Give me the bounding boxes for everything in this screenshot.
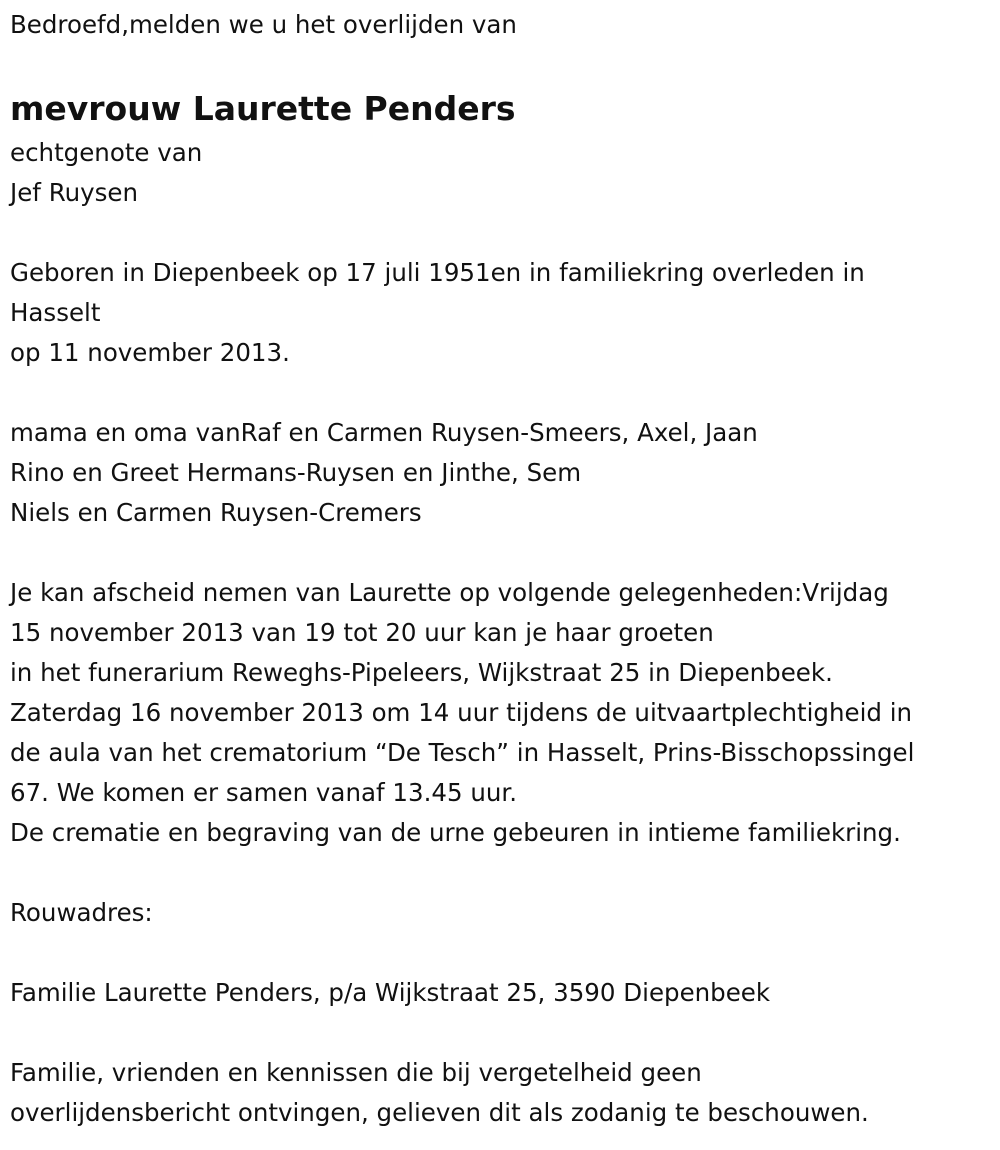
spouse-label: echtgenote van — [10, 138, 203, 167]
closing-line: Familie, vrienden en kennissen die bij vergetelheid geen — [10, 1058, 702, 1087]
spacer — [10, 45, 995, 85]
family-line: Niels en Carmen Ruysen-Cremers — [10, 498, 422, 527]
spouse-name: Jef Ruysen — [10, 178, 139, 207]
family-line: Rino en Greet Hermans-Ruysen en Jinthe, Sem — [10, 458, 582, 487]
mourning-address: Familie Laurette Penders, p/a Wijkstraat 25, 3590 Diepenbeek — [10, 978, 771, 1007]
spacer — [10, 373, 995, 413]
intro-text: Bedroefd,melden we u het overlijden van — [10, 10, 517, 39]
spacer — [10, 933, 995, 973]
farewell-line: 15 november 2013 van 19 tot 20 uur kan je haar groeten — [10, 618, 714, 647]
farewell-line: de aula van het crematorium “De Tesch” in Hasselt, Prins-Bisschopssingel — [10, 738, 915, 767]
farewell-line: De crematie en begraving van de urne gebeuren in intieme familiekring. — [10, 818, 901, 847]
farewell-line: in het funerarium Reweghs-Pipeleers, Wijkstraat 25 in Diepenbeek. — [10, 658, 833, 687]
farewell-line: 67. We komen er samen vanaf 13.45 uur. — [10, 778, 517, 807]
deceased-name: mevrouw Laurette Penders — [10, 89, 516, 128]
spacer — [10, 1013, 995, 1053]
death-notice — [10, 5, 995, 1133]
spacer — [10, 213, 995, 253]
spacer — [10, 533, 995, 573]
spacer — [10, 853, 995, 893]
birth-death-line: Hasselt — [10, 298, 101, 327]
family-line: mama en oma vanRaf en Carmen Ruysen-Smeers, Axel, Jaan — [10, 418, 758, 447]
address-label: Rouwadres: — [10, 898, 153, 927]
birth-death-line: op 11 november 2013. — [10, 338, 290, 367]
farewell-line: Zaterdag 16 november 2013 om 14 uur tijdens de uitvaartplechtigheid in — [10, 698, 913, 727]
farewell-line: Je kan afscheid nemen van Laurette op volgende gelegenheden:Vrijdag — [10, 578, 889, 607]
closing-line: overlijdensbericht ontvingen, gelieven dit als zodanig te beschouwen. — [10, 1098, 869, 1127]
birth-death-line: Geboren in Diepenbeek op 17 juli 1951en in familiekring overleden in — [10, 258, 865, 287]
